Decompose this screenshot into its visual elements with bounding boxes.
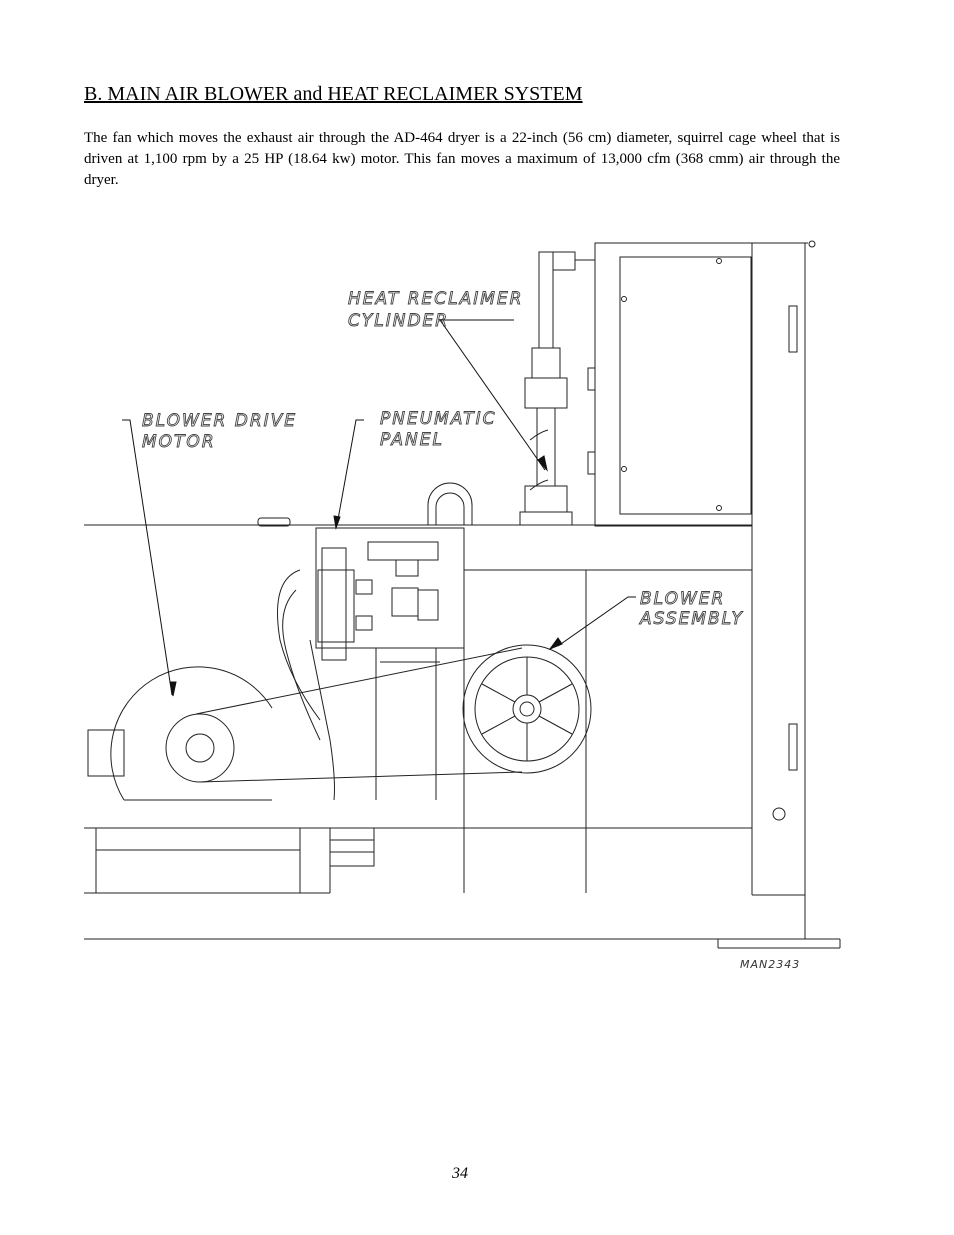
leader-pneumatic xyxy=(337,420,364,525)
leader-blower-drive xyxy=(122,420,172,695)
body-paragraph: The fan which moves the exhaust air through the AD-464 dryer is a 22-inch (56 cm) diameter, squirrel cage wheel that is driven at 1,100 rpm by a 25 HP (18.64 kw) motor. This fan moves a maximum of 13,000 cfm (368 cmm) air through the dryer. xyxy=(84,130,840,188)
label-heat-reclaimer-1: HEAT RECLAIMER xyxy=(348,289,524,309)
figure-id: MAN2343 xyxy=(740,958,801,971)
label-blower-assembly-1: BLOWER xyxy=(640,589,726,609)
label-blower-assembly-2: ASSEMBLY xyxy=(640,609,744,629)
label-heat-reclaimer-2: CYLINDER xyxy=(348,311,450,331)
label-blower-drive-1: BLOWER DRIVE xyxy=(142,411,298,431)
reclaimer-cabinet xyxy=(595,243,752,526)
section-heading: B. MAIN AIR BLOWER and HEAT RECLAIMER SYSTEM xyxy=(84,83,583,105)
motor-housing xyxy=(88,730,124,776)
pneumatic-panel-box xyxy=(316,528,464,648)
label-blower-drive-2: MOTOR xyxy=(142,432,216,452)
leader-heat-reclaimer xyxy=(440,320,545,470)
label-pneumatic-1: PNEUMATIC xyxy=(380,409,497,429)
cabinet-door xyxy=(620,257,751,514)
leader-blower-assembly xyxy=(558,597,636,646)
label-pneumatic-2: PANEL xyxy=(380,430,444,450)
page-number: 34 xyxy=(452,1165,468,1182)
